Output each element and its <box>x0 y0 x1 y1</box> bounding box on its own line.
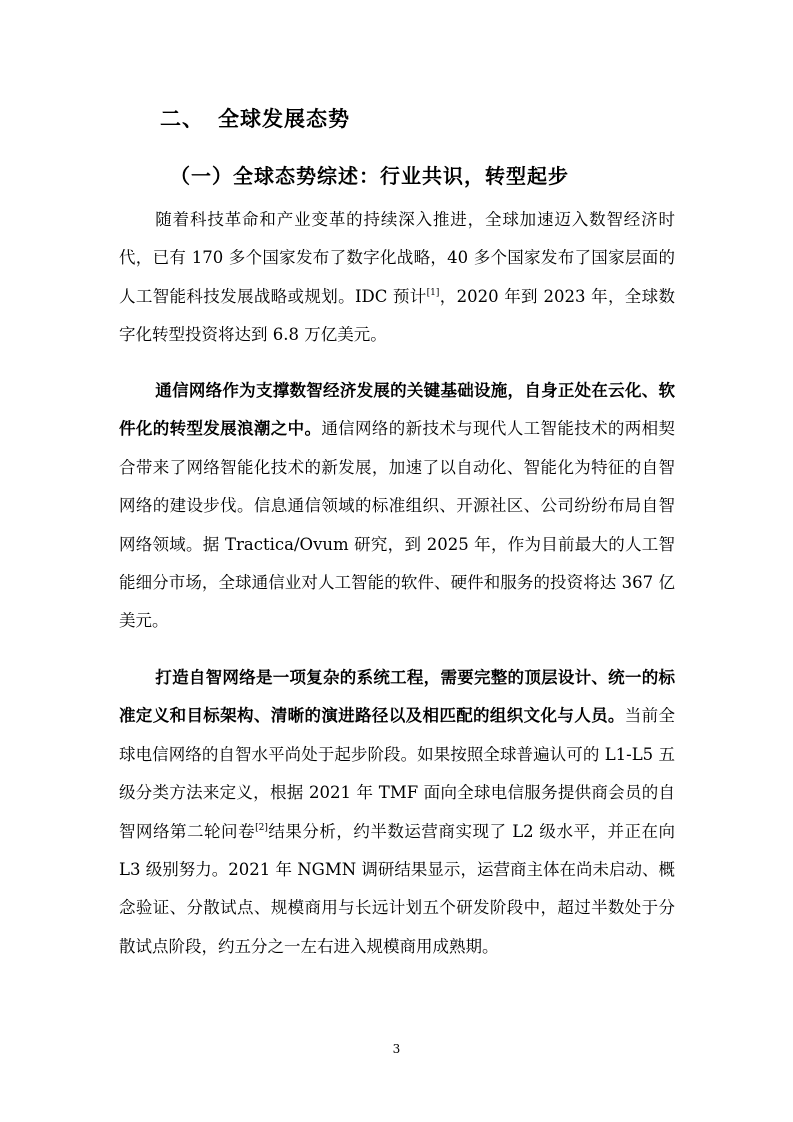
reference-marker: [2] <box>255 822 268 833</box>
paragraph-text: 当前全球电信网络的自智水平尚处于起步阶段。如果按照全球普遍认可的 L1-L5 五级分类方法来定义，根据 2021 年 TMF 面向全球电信服务提供商会员的自智网络第二轮问卷 <box>119 706 675 841</box>
paragraph-text: ，2020 年到 2023 年，全球数字化转型投资将达到 6.8 万亿美元。 <box>119 286 675 345</box>
paragraph-global-overview <box>119 201 675 355</box>
section-heading <box>160 103 350 133</box>
paragraph-text: 通信网络的新技术与现代人工智能技术的两相契合带来了网络智能化技术的新发展，加速了以自动化、智能化为特征的自智网络的建设步伐。信息通信领域的标准组织、开源社区、公司纷纷布局自智网络领域。据 Tractica/Ovum 研究，到 2025 年，作为目前最大的人工智能细分市场，全球通信业对人工智能的软件、硬件和服务的投资将达 367 亿美元。 <box>119 419 675 631</box>
paragraph-network-infrastructure <box>119 372 675 641</box>
section-number: 二、 <box>160 106 204 131</box>
bold-lead-sentence: 通信网络作为支撑数智经济发展的关键基础设施，自身正处在云化、软件化的转型发展浪潮之中。 <box>119 381 675 439</box>
bold-lead-sentence: 打造自智网络是一项复杂的系统工程，需要完整的顶层设计、统一的标准定义和目标架构、清晰的演进路径以及相匹配的组织文化与人员。 <box>119 668 675 726</box>
page-number: 3 <box>392 1042 401 1056</box>
reference-marker: [1] <box>426 287 440 298</box>
paragraph-autonomous-network <box>119 659 675 966</box>
paragraph-text: 随着科技革命和产业变革的持续深入推进，全球加速迈入数智经济时代，已有 170 多个国家发布了数字化战略，40 多个国家发布了国家层面的人工智能科技发展战略或规划。IDC 预计 <box>119 210 675 306</box>
section-title: 全球发展态势 <box>218 106 350 131</box>
paragraph-text: 结果分析，约半数运营商实现了 L2 级水平，并正在向 L3 级别努力。2021 年 NGMN 调研结果显示，运营商主体在尚未启动、概念验证、分散试点、规模商用与长远计划五个研发阶段中，超过半数处于分散试点阶段，约五分之一左右进入规模商用成熟期。 <box>119 821 675 956</box>
subsection-heading: （一）全球态势综述：行业共识，转型起步 <box>170 164 569 188</box>
